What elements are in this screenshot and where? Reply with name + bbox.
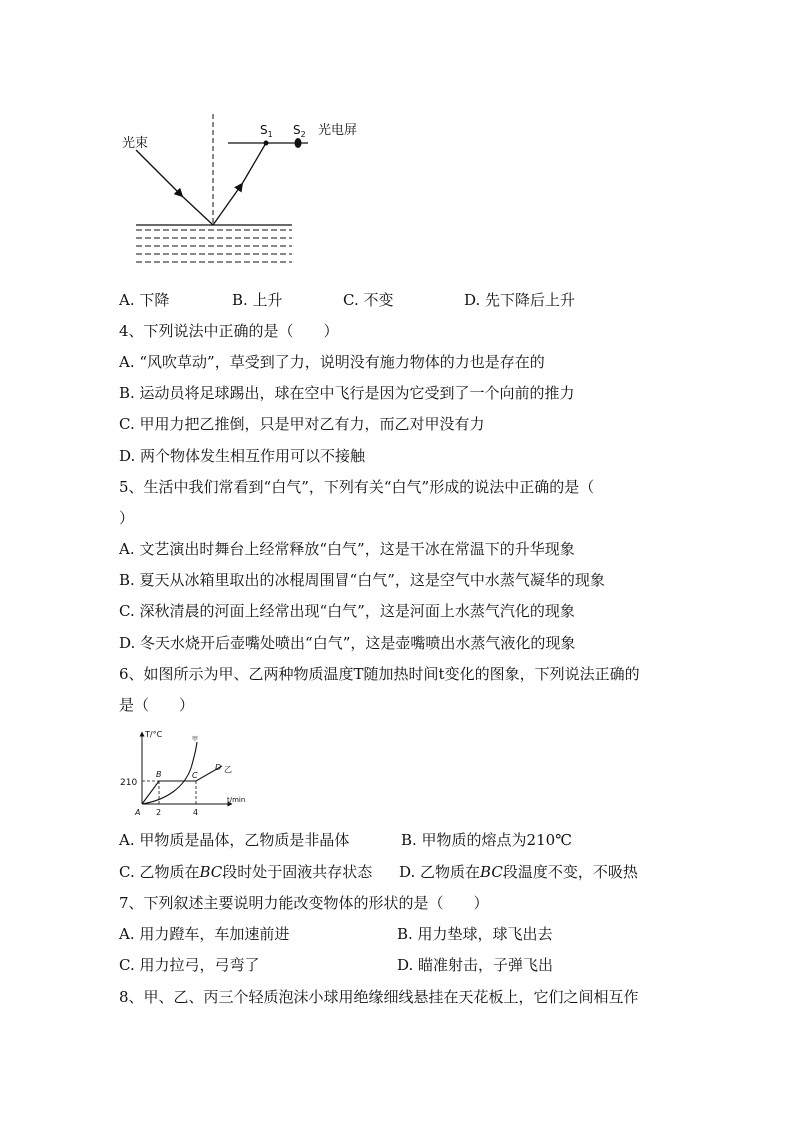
s1-label: $S_1$ [260, 123, 273, 139]
s2-label: $S_2$ [293, 123, 306, 139]
q6-stem-line2: 是（ ） [119, 696, 195, 714]
x-tick-2: 2 [156, 808, 162, 817]
beam-label: 光束 [122, 136, 149, 151]
q6-option-d: D. 乙物质在BC段温度不变，不吸热 [399, 863, 638, 881]
q5-option-d: D. 冬天水烧开后壶嘴处喷出“白气”，这是壶嘴喷出水蒸气液化的现象 [119, 634, 576, 652]
q4-option-a: A. “风吹草动”，草受到了力，说明没有施力物体的力也是存在的 [119, 353, 545, 371]
q5-option-c: C. 深秋清晨的河面上经常出现“白气”，这是河面上水蒸气汽化的现象 [119, 602, 575, 620]
q4-option-d: D. 两个物体发生相互作用可以不接触 [119, 447, 366, 465]
q4-option-b: B. 运动员将足球踢出，球在空中飞行是因为它受到了一个向前的推力 [119, 384, 575, 402]
point-b-label: B [156, 770, 162, 779]
curve-jia [142, 742, 197, 804]
point-a-label: A [135, 808, 141, 817]
s2-point [295, 138, 302, 148]
q5-option-a: A. 文艺演出时舞台上经常释放“白气”，这是干冰在常温下的升华现象 [119, 540, 575, 558]
q7-option-a: A. 用力蹬车，车加速前进 [119, 925, 290, 943]
screen-label: 光电屏 [318, 123, 358, 138]
y-axis-label: T/°C [145, 730, 163, 739]
q3-option-b: B. 上升 [232, 291, 283, 309]
q7-option-c: C. 用力拉弓，弓弯了 [119, 956, 260, 974]
q7-stem: 7、下列叙述主要说明力能改变物体的形状的是（ ） [119, 894, 489, 912]
incident-ray [136, 150, 182, 196]
reflection-diagram [118, 112, 308, 270]
q8-stem: 8、甲、乙、丙三个轻质泡沫小球用绝缘细线悬挂在天花板上，它们之间相互作 [119, 988, 639, 1006]
q6-option-a: A. 甲物质是晶体，乙物质是非晶体 [119, 831, 350, 849]
reflected-ray [213, 184, 242, 225]
x-tick-4: 4 [193, 808, 199, 817]
q5-stem-line2: ） [119, 509, 135, 527]
q4-option-c: C. 甲用力把乙推倒，只是甲对乙有力，而乙对甲没有力 [119, 415, 485, 433]
curve-yi-label: 乙 [224, 765, 232, 774]
y-tick-210: 210 [120, 778, 138, 788]
q3-option-a: A. 下降 [119, 291, 170, 309]
s1-point [264, 141, 269, 146]
q7-option-b: B. 用力垫球，球飞出去 [397, 925, 553, 943]
temperature-time-graph [118, 728, 258, 820]
q6-option-c: C. 乙物质在BC段时处于固液共存状态 [119, 863, 373, 881]
curve-yi [142, 766, 222, 804]
q6-option-b: B. 甲物质的熔点为210℃ [401, 831, 572, 849]
point-c-label: C [192, 771, 198, 780]
q5-option-b: B. 夏天从冰箱里取出的冰棍周围冒“白气”，这是空气中水蒸气凝华的现象 [119, 571, 605, 589]
point-d-label: D [215, 763, 222, 772]
curve-jia-label: 甲 [192, 736, 199, 743]
q3-option-d: D. 先下降后上升 [464, 291, 576, 309]
x-axis-label: t/min [227, 796, 246, 804]
q6-stem-line1: 6、如图所示为甲、乙两种物质温度T随加热时间t变化的图象，下列说法正确的 [119, 665, 640, 683]
q5-stem-line1: 5、生活中我们常看到“白气”，下列有关“白气”形成的说法中正确的是（ [119, 478, 595, 496]
q4-stem: 4、下列说法中正确的是（ ） [119, 322, 339, 340]
q3-option-c: C. 不变 [343, 291, 394, 309]
q7-option-d: D. 瞄准射击，子弹飞出 [397, 956, 554, 974]
